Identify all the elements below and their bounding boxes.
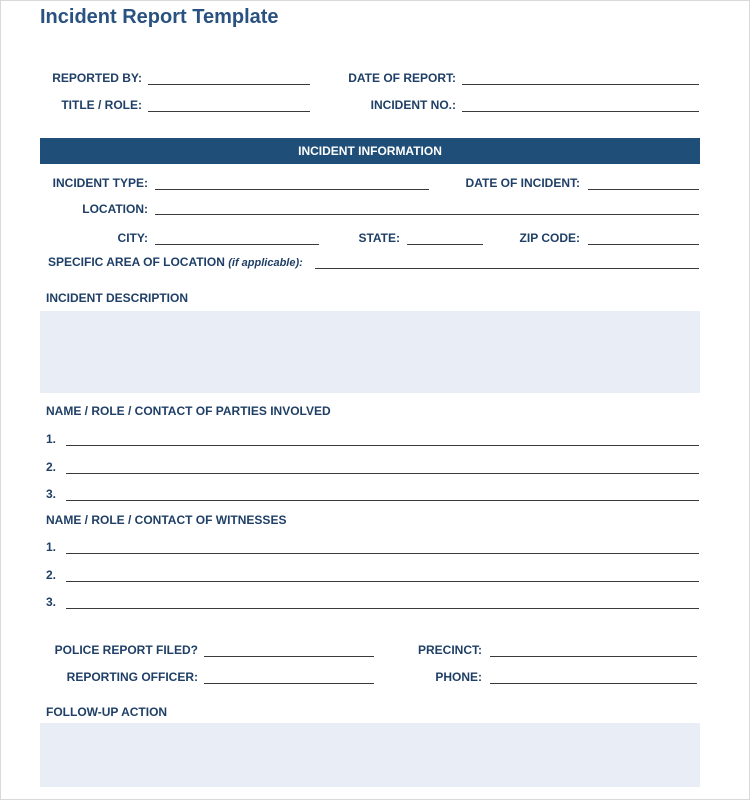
date-of-incident-field[interactable]: [588, 189, 699, 190]
incident-information-banner: INCIDENT INFORMATION: [40, 138, 700, 164]
party-3-field[interactable]: [66, 500, 699, 501]
incident-no-field[interactable]: [462, 111, 699, 112]
parties-involved-heading: NAME / ROLE / CONTACT OF PARTIES INVOLVED: [46, 404, 331, 418]
reported-by-field[interactable]: [148, 84, 310, 85]
state-field[interactable]: [407, 244, 483, 245]
witness-3-field[interactable]: [66, 608, 699, 609]
phone-label: PHONE:: [435, 670, 482, 684]
party-1-number: 1.: [46, 432, 57, 446]
title-role-field[interactable]: [148, 111, 310, 112]
phone-field[interactable]: [490, 683, 697, 684]
incident-type-label: INCIDENT TYPE:: [52, 176, 148, 190]
precinct-field[interactable]: [490, 656, 697, 657]
party-1-field[interactable]: [66, 445, 699, 446]
witness-2-field[interactable]: [66, 581, 699, 582]
city-label: CITY:: [117, 231, 148, 245]
specific-area-field[interactable]: [315, 268, 699, 269]
date-of-report-field[interactable]: [462, 84, 699, 85]
title-role-label: TITLE / ROLE:: [61, 98, 142, 112]
location-label: LOCATION:: [82, 202, 148, 216]
date-of-report-label: DATE OF REPORT:: [348, 71, 456, 85]
precinct-label: PRECINCT:: [417, 643, 482, 657]
party-2-field[interactable]: [66, 473, 699, 474]
witness-2-number: 2.: [46, 568, 57, 582]
police-report-filed-field[interactable]: [204, 656, 374, 657]
specific-area-text: SPECIFIC AREA OF LOCATION: [48, 255, 225, 269]
reporting-officer-field[interactable]: [204, 683, 374, 684]
zip-code-label: ZIP CODE:: [519, 231, 580, 245]
zip-code-field[interactable]: [588, 244, 699, 245]
page-title: Incident Report Template: [40, 6, 279, 28]
date-of-incident-label: DATE OF INCIDENT:: [465, 176, 580, 190]
incident-no-label: INCIDENT NO.:: [370, 98, 456, 112]
witness-3-number: 3.: [46, 595, 57, 609]
reported-by-label: REPORTED BY:: [52, 71, 142, 85]
witnesses-heading: NAME / ROLE / CONTACT OF WITNESSES: [46, 513, 287, 527]
witness-1-number: 1.: [46, 540, 57, 554]
follow-up-box[interactable]: [40, 723, 700, 787]
state-label: STATE:: [358, 231, 400, 245]
city-field[interactable]: [155, 244, 319, 245]
follow-up-heading: FOLLOW-UP ACTION: [46, 705, 168, 719]
location-field[interactable]: [155, 214, 699, 215]
police-report-filed-label: POLICE REPORT FILED?: [54, 643, 198, 657]
incident-type-field[interactable]: [155, 189, 429, 190]
party-3-number: 3.: [46, 487, 57, 501]
specific-area-label: [48, 255, 303, 269]
party-2-number: 2.: [46, 460, 57, 474]
reporting-officer-label: REPORTING OFFICER:: [66, 670, 198, 684]
witness-1-field[interactable]: [66, 553, 699, 554]
incident-description-box[interactable]: [40, 311, 700, 393]
incident-description-heading: INCIDENT DESCRIPTION: [46, 291, 189, 305]
if-applicable-text: (if applicable):: [228, 257, 303, 269]
